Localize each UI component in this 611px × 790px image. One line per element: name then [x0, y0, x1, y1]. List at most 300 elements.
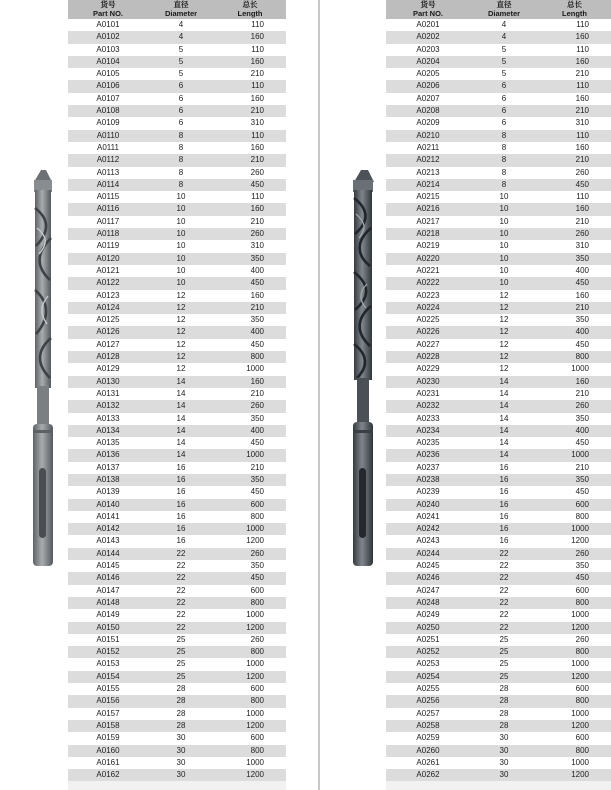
part-no-cell: A0201	[386, 19, 470, 31]
table-row	[386, 449, 611, 461]
diameter-cell: 12	[148, 326, 214, 338]
part-no-cell: A0103	[68, 44, 148, 56]
diameter-cell: 8	[148, 142, 214, 154]
length-cell: 800	[538, 597, 611, 609]
length-cell: 450	[538, 572, 611, 584]
diameter-cell: 16	[148, 474, 214, 486]
part-no-cell: A0249	[386, 609, 470, 621]
drill-bit-left-image	[22, 168, 62, 570]
table-row	[386, 179, 611, 191]
neck	[37, 386, 49, 426]
part-no-cell: A0115	[68, 191, 148, 203]
part-no-cell: A0244	[386, 548, 470, 560]
diameter-cell: 14	[148, 437, 214, 449]
table-row	[386, 413, 611, 425]
table-row	[386, 19, 611, 31]
table-row	[386, 265, 611, 277]
diameter-cell: 22	[470, 572, 538, 584]
diameter-cell: 16	[470, 499, 538, 511]
length-cell: 450	[538, 486, 611, 498]
table-row	[68, 449, 286, 461]
table-row	[68, 167, 286, 179]
part-no-cell: A0245	[386, 560, 470, 572]
table-row	[68, 708, 286, 720]
part-no-cell: A0161	[68, 757, 148, 769]
diameter-cell: 30	[470, 745, 538, 757]
length-cell: 160	[214, 31, 286, 43]
right-table-body	[386, 19, 611, 781]
diameter-cell: 12	[148, 363, 214, 375]
length-cell: 210	[214, 68, 286, 80]
part-no-cell: A0149	[68, 609, 148, 621]
part-no-cell: A0118	[68, 228, 148, 240]
table-row	[386, 425, 611, 437]
diameter-cell: 5	[470, 56, 538, 68]
diameter-cell: 16	[470, 474, 538, 486]
diameter-cell: 25	[148, 671, 214, 683]
table-row	[68, 314, 286, 326]
part-no-cell: A0102	[68, 31, 148, 43]
part-no-cell: A0246	[386, 572, 470, 584]
diameter-cell: 25	[148, 658, 214, 670]
part-no-cell: A0147	[68, 585, 148, 597]
part-no-cell: A0221	[386, 265, 470, 277]
diameter-cell: 16	[148, 462, 214, 474]
length-cell: 1000	[214, 757, 286, 769]
length-cell: 310	[214, 240, 286, 252]
part-no-cell: A0154	[68, 671, 148, 683]
diameter-cell: 10	[148, 228, 214, 240]
length-cell: 450	[214, 572, 286, 584]
table-row	[386, 167, 611, 179]
length-cell: 1200	[538, 720, 611, 732]
length-cell: 160	[214, 203, 286, 215]
diameter-cell: 28	[148, 708, 214, 720]
length-header: 总长 Length	[538, 0, 611, 19]
diameter-cell: 12	[470, 326, 538, 338]
diameter-cell: 10	[148, 253, 214, 265]
table-row	[386, 240, 611, 252]
part-no-cell: A0222	[386, 277, 470, 289]
part-no-cell: A0210	[386, 130, 470, 142]
length-cell: 600	[538, 585, 611, 597]
length-cell: 160	[214, 290, 286, 302]
length-cell: 110	[538, 80, 611, 92]
length-cell: 260	[538, 167, 611, 179]
length-cell: 350	[538, 413, 611, 425]
length-cell: 110	[214, 130, 286, 142]
length-cell: 160	[538, 31, 611, 43]
length-cell: 210	[214, 462, 286, 474]
fluted-body	[354, 190, 372, 380]
diameter-cell: 12	[148, 302, 214, 314]
table-row	[68, 425, 286, 437]
diameter-cell: 14	[148, 400, 214, 412]
diameter-cell: 10	[470, 216, 538, 228]
diameter-cell: 16	[470, 462, 538, 474]
length-cell: 1200	[214, 720, 286, 732]
length-cell: 400	[538, 265, 611, 277]
part-no-cell: A0131	[68, 388, 148, 400]
diameter-cell: 14	[470, 388, 538, 400]
table-header-row	[386, 0, 611, 19]
diameter-cell: 4	[148, 31, 214, 43]
length-cell: 600	[214, 499, 286, 511]
length-cell: 1200	[214, 769, 286, 781]
table-row	[386, 720, 611, 732]
part-no-cell: A0250	[386, 622, 470, 634]
length-cell: 450	[214, 486, 286, 498]
diameter-cell: 10	[148, 265, 214, 277]
table-row	[386, 68, 611, 80]
length-cell: 1200	[214, 535, 286, 547]
diameter-cell: 8	[148, 154, 214, 166]
diameter-header: 直径 Diameter	[470, 0, 538, 19]
table-row	[386, 388, 611, 400]
diameter-cell: 16	[470, 535, 538, 547]
table-row	[68, 388, 286, 400]
table-row	[68, 290, 286, 302]
length-cell: 260	[538, 634, 611, 646]
part-no-cell: A0255	[386, 683, 470, 695]
table-row	[386, 658, 611, 670]
length-cell: 210	[538, 302, 611, 314]
part-no-cell: A0124	[68, 302, 148, 314]
part-no-cell: A0228	[386, 351, 470, 363]
diameter-cell: 8	[470, 130, 538, 142]
table-row	[68, 560, 286, 572]
table-row	[386, 93, 611, 105]
part-no-cell: A0230	[386, 376, 470, 388]
part-no-cell: A0202	[386, 31, 470, 43]
length-cell: 260	[214, 548, 286, 560]
part-no-cell: A0128	[68, 351, 148, 363]
length-cell: 160	[538, 56, 611, 68]
diameter-cell: 22	[470, 585, 538, 597]
length-cell: 400	[538, 326, 611, 338]
length-cell: 160	[538, 93, 611, 105]
part-no-cell: A0155	[68, 683, 148, 695]
part-no-cell: A0132	[68, 400, 148, 412]
part-no-cell: A0120	[68, 253, 148, 265]
diameter-cell: 8	[148, 167, 214, 179]
part-no-cell: A0251	[386, 634, 470, 646]
length-cell: 350	[214, 474, 286, 486]
part-no-cell: A0231	[386, 388, 470, 400]
part-no-cell: A0130	[68, 376, 148, 388]
fluted-body	[35, 190, 51, 388]
table-row	[68, 548, 286, 560]
part-no-cell: A0216	[386, 203, 470, 215]
table-row	[386, 708, 611, 720]
diameter-cell: 10	[148, 277, 214, 289]
length-cell: 260	[214, 228, 286, 240]
part-no-cell: A0234	[386, 425, 470, 437]
part-no-cell: A0158	[68, 720, 148, 732]
table-row	[68, 720, 286, 732]
length-cell: 600	[214, 585, 286, 597]
diameter-cell: 30	[148, 745, 214, 757]
table-row	[386, 191, 611, 203]
diameter-cell: 22	[148, 548, 214, 560]
diameter-cell: 12	[148, 339, 214, 351]
part-no-cell: A0127	[68, 339, 148, 351]
table-header-row	[68, 0, 286, 19]
table-row	[68, 437, 286, 449]
table-row	[386, 228, 611, 240]
length-cell: 210	[538, 216, 611, 228]
diameter-cell: 12	[148, 351, 214, 363]
length-cell: 1200	[538, 535, 611, 547]
table-row	[386, 609, 611, 621]
length-cell: 260	[214, 634, 286, 646]
part-no-cell: A0137	[68, 462, 148, 474]
part-no-cell: A0143	[68, 535, 148, 547]
part-no-cell: A0119	[68, 240, 148, 252]
length-cell: 350	[538, 560, 611, 572]
table-row	[68, 240, 286, 252]
part-no-cell: A0236	[386, 449, 470, 461]
part-no-cell: A0232	[386, 400, 470, 412]
part-no-cell: A0248	[386, 597, 470, 609]
part-no-cell: A0123	[68, 290, 148, 302]
diameter-cell: 16	[470, 523, 538, 535]
part-no-cell: A0140	[68, 499, 148, 511]
length-cell: 600	[538, 683, 611, 695]
table-row	[68, 117, 286, 129]
length-cell: 210	[538, 388, 611, 400]
length-cell: 210	[538, 154, 611, 166]
length-cell: 400	[214, 265, 286, 277]
table-row	[386, 535, 611, 547]
table-row	[68, 400, 286, 412]
part-no-cell: A0237	[386, 462, 470, 474]
part-no-cell: A0156	[68, 695, 148, 707]
diameter-cell: 4	[470, 19, 538, 31]
diameter-cell: 10	[470, 265, 538, 277]
part-no-cell: A0247	[386, 585, 470, 597]
diameter-cell: 6	[470, 93, 538, 105]
part-no-cell: A0211	[386, 142, 470, 154]
table-row	[386, 745, 611, 757]
part-no-cell: A0144	[68, 548, 148, 560]
diameter-cell: 10	[148, 191, 214, 203]
diameter-cell: 25	[148, 634, 214, 646]
length-cell: 160	[214, 376, 286, 388]
part-no-cell: A0229	[386, 363, 470, 375]
length-cell: 1000	[538, 757, 611, 769]
length-cell: 800	[214, 695, 286, 707]
left-table-body	[68, 19, 286, 781]
diameter-cell: 30	[470, 732, 538, 744]
part-no-cell: A0241	[386, 511, 470, 523]
table-row	[68, 302, 286, 314]
diameter-cell: 14	[470, 425, 538, 437]
diameter-cell: 30	[148, 757, 214, 769]
table-row	[386, 314, 611, 326]
diameter-cell: 16	[148, 511, 214, 523]
diameter-cell: 22	[148, 560, 214, 572]
length-cell: 350	[538, 253, 611, 265]
diameter-cell: 12	[470, 363, 538, 375]
table-row	[386, 290, 611, 302]
length-cell: 1000	[214, 363, 286, 375]
part-no-cell: A0146	[68, 572, 148, 584]
length-cell: 600	[538, 499, 611, 511]
shank-slot	[359, 468, 366, 538]
diameter-cell: 25	[470, 634, 538, 646]
diameter-cell: 22	[470, 609, 538, 621]
part-no-cell: A0209	[386, 117, 470, 129]
part-no-cell: A0218	[386, 228, 470, 240]
length-cell: 260	[538, 400, 611, 412]
part-no-cell: A0129	[68, 363, 148, 375]
diameter-cell: 10	[470, 240, 538, 252]
part-no-cell: A0254	[386, 671, 470, 683]
part-no-cell: A0125	[68, 314, 148, 326]
table-row	[68, 142, 286, 154]
diameter-cell: 30	[470, 757, 538, 769]
part-no-cell: A0238	[386, 474, 470, 486]
diameter-cell: 22	[470, 622, 538, 634]
length-cell: 450	[538, 437, 611, 449]
part-no-cell: A0223	[386, 290, 470, 302]
part-no-cell: A0259	[386, 732, 470, 744]
length-cell: 210	[214, 105, 286, 117]
part-no-cell: A0217	[386, 216, 470, 228]
diameter-cell: 5	[148, 68, 214, 80]
length-cell: 160	[538, 203, 611, 215]
right-spec-table	[386, 0, 611, 781]
length-cell: 160	[214, 93, 286, 105]
table-row	[68, 203, 286, 215]
part-no-cell: A0157	[68, 708, 148, 720]
length-cell: 400	[214, 425, 286, 437]
part-no-cell: A0135	[68, 437, 148, 449]
table-row	[386, 597, 611, 609]
length-cell: 110	[214, 191, 286, 203]
table-row	[68, 93, 286, 105]
length-cell: 110	[214, 44, 286, 56]
length-cell: 1000	[214, 708, 286, 720]
part-no-cell: A0106	[68, 80, 148, 92]
part-no-cell: A0121	[68, 265, 148, 277]
part-no-cell: A0212	[386, 154, 470, 166]
table-row	[68, 462, 286, 474]
table-row	[386, 646, 611, 658]
diameter-cell: 22	[148, 622, 214, 634]
length-cell: 1200	[214, 622, 286, 634]
length-cell: 160	[538, 376, 611, 388]
diameter-cell: 10	[470, 228, 538, 240]
table-row	[68, 56, 286, 68]
table-row	[68, 154, 286, 166]
part-no-cell: A0214	[386, 179, 470, 191]
diameter-cell: 30	[470, 769, 538, 781]
table-row	[68, 585, 286, 597]
length-cell: 110	[538, 19, 611, 31]
length-cell: 310	[538, 117, 611, 129]
diameter-cell: 8	[470, 142, 538, 154]
length-cell: 350	[214, 314, 286, 326]
length-cell: 210	[214, 388, 286, 400]
table-row	[68, 326, 286, 338]
table-row	[68, 228, 286, 240]
table-row	[386, 80, 611, 92]
length-cell: 110	[538, 44, 611, 56]
table-row	[386, 339, 611, 351]
diameter-cell: 16	[470, 486, 538, 498]
length-cell: 210	[214, 154, 286, 166]
diameter-cell: 10	[148, 203, 214, 215]
diameter-cell: 16	[148, 535, 214, 547]
table-row	[386, 203, 611, 215]
part-no-cell: A0112	[68, 154, 148, 166]
table-row	[68, 339, 286, 351]
table-row	[386, 683, 611, 695]
length-cell: 400	[214, 326, 286, 338]
part-no-header: 货号 Part NO.	[68, 0, 148, 19]
part-no-cell: A0227	[386, 339, 470, 351]
table-row	[68, 486, 286, 498]
table-row	[68, 351, 286, 363]
table-row	[386, 253, 611, 265]
length-cell: 1200	[538, 671, 611, 683]
part-no-cell: A0116	[68, 203, 148, 215]
part-no-cell: A0213	[386, 167, 470, 179]
length-cell: 1200	[538, 622, 611, 634]
diameter-cell: 4	[470, 31, 538, 43]
part-no-cell: A0160	[68, 745, 148, 757]
diameter-cell: 25	[470, 658, 538, 670]
part-no-cell: A0253	[386, 658, 470, 670]
part-no-cell: A0117	[68, 216, 148, 228]
table-row	[68, 609, 286, 621]
part-no-cell: A0104	[68, 56, 148, 68]
length-cell: 110	[538, 130, 611, 142]
part-no-cell: A0203	[386, 44, 470, 56]
length-cell: 310	[214, 117, 286, 129]
part-no-cell: A0105	[68, 68, 148, 80]
table-row	[386, 400, 611, 412]
diameter-cell: 12	[148, 314, 214, 326]
table-row	[68, 130, 286, 142]
length-cell: 800	[214, 597, 286, 609]
length-cell: 1000	[538, 609, 611, 621]
table-row	[68, 19, 286, 31]
table-row	[68, 622, 286, 634]
diameter-cell: 10	[470, 253, 538, 265]
part-no-cell: A0141	[68, 511, 148, 523]
table-row	[68, 769, 286, 781]
part-no-cell: A0126	[68, 326, 148, 338]
diameter-cell: 6	[470, 117, 538, 129]
length-cell: 1000	[214, 449, 286, 461]
part-no-cell: A0242	[386, 523, 470, 535]
table-row	[386, 351, 611, 363]
diameter-cell: 5	[470, 44, 538, 56]
table-row	[386, 511, 611, 523]
diameter-cell: 14	[470, 449, 538, 461]
length-cell: 800	[538, 351, 611, 363]
length-cell: 1200	[214, 671, 286, 683]
length-cell: 160	[538, 142, 611, 154]
diameter-cell: 12	[470, 351, 538, 363]
diameter-cell: 28	[470, 708, 538, 720]
part-no-cell: A0101	[68, 19, 148, 31]
diameter-cell: 14	[148, 388, 214, 400]
part-no-cell: A0226	[386, 326, 470, 338]
